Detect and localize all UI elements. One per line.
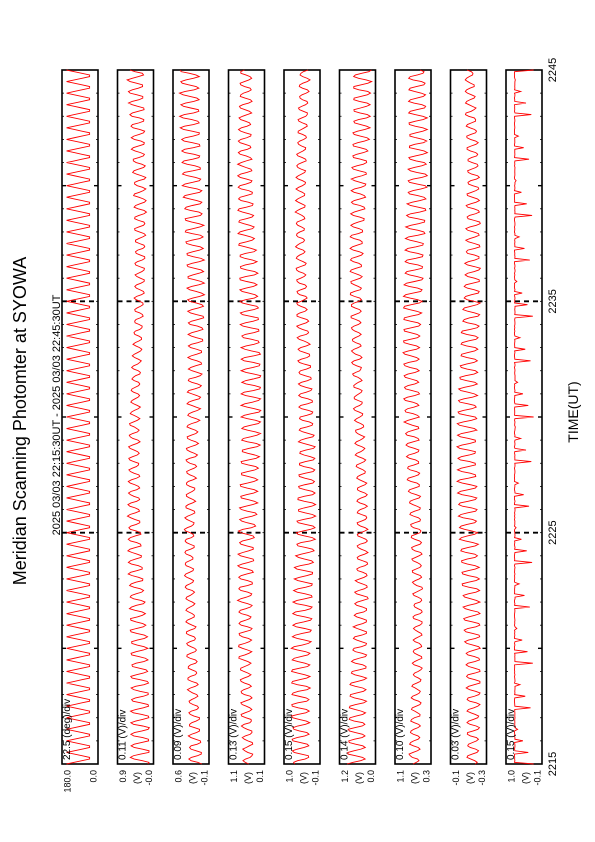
panel-2 bbox=[118, 70, 154, 786]
panel-scale-label: 0.13 (V)/div bbox=[228, 708, 240, 760]
signal-trace bbox=[238, 70, 261, 764]
panel-unit-label: (V) bbox=[131, 772, 142, 784]
panel-unit-label: (V) bbox=[520, 772, 531, 784]
panel-frame bbox=[506, 70, 542, 764]
panel-frame bbox=[340, 70, 376, 764]
panel-frame bbox=[229, 70, 265, 764]
signal-trace bbox=[127, 70, 149, 764]
panel-ymin-label: -0.1 bbox=[199, 770, 210, 786]
panel-7 bbox=[395, 70, 431, 784]
panel-ymin-label: 0.3 bbox=[421, 770, 432, 783]
panel-scale-label: 0.15 (V)/div bbox=[284, 708, 295, 760]
x-tick-label: 2245 bbox=[547, 57, 559, 83]
panel-unit-label: (V) bbox=[298, 772, 309, 784]
panel-unit-label: (V) bbox=[242, 772, 253, 784]
chart-title: Meridian Scanning Photomter at SYOWA bbox=[10, 256, 30, 586]
signal-trace bbox=[457, 70, 480, 764]
panel-ymin-label: 0.0 bbox=[365, 770, 376, 783]
panel-ymin-label: 0.1 bbox=[254, 770, 265, 783]
panel-ymin-label: -0.0 bbox=[143, 770, 154, 786]
panel-ymin-label: 0.0 bbox=[88, 770, 99, 783]
panel-ymax-label: 1.0 bbox=[284, 770, 295, 783]
panel-4 bbox=[229, 70, 265, 784]
x-tick-label: 2215 bbox=[547, 751, 559, 777]
panel-ymax-label: 0.9 bbox=[117, 770, 128, 783]
panel-ymax-label: 0.6 bbox=[173, 770, 184, 783]
panel-ymin-label: -0.3 bbox=[476, 770, 487, 786]
signal-trace bbox=[291, 70, 315, 764]
signal-trace bbox=[403, 70, 427, 764]
panel-ymax-label: 1.1 bbox=[395, 770, 406, 783]
x-tick-label: 2235 bbox=[547, 289, 559, 314]
panel-scale-label: 22.5 (deg)/div bbox=[62, 698, 73, 760]
panel-group bbox=[62, 70, 542, 793]
panel-ymax-label: 1.2 bbox=[339, 770, 350, 783]
panel-scale-label: 0.09 (V)/div bbox=[173, 708, 184, 760]
panel-3 bbox=[173, 70, 209, 786]
panel-ymin-label: -0.1 bbox=[532, 770, 543, 786]
signal-trace bbox=[180, 70, 205, 764]
panel-ymax-label: 180.0 bbox=[62, 770, 73, 793]
signal-trace bbox=[514, 70, 533, 764]
x-tick-label: 2225 bbox=[547, 520, 559, 545]
panel-scale-label: 0.03 (V)/div bbox=[450, 708, 462, 760]
panel-scale-label: 0.11 (V)/div bbox=[117, 709, 129, 760]
panel-ymax-label: -0.1 bbox=[450, 770, 461, 786]
panel-8 bbox=[451, 70, 487, 786]
x-axis-label: TIME(UT) bbox=[565, 381, 581, 443]
panel-ymax-label: 1.0 bbox=[506, 770, 517, 783]
chart-subtitle: 2025 03/03 22:15:30UT - 2025 03/03 22:45:30UT bbox=[51, 294, 63, 536]
panel-scale-label: 0.14 (V)/div bbox=[339, 708, 351, 760]
panel-unit-label: (V) bbox=[409, 772, 420, 784]
panel-ymax-label: 1.1 bbox=[228, 770, 239, 783]
panel-unit-label: (V) bbox=[187, 772, 198, 784]
signal-trace bbox=[347, 70, 372, 764]
panel-1 bbox=[62, 70, 98, 793]
x-tick-labels bbox=[547, 58, 559, 776]
panel-scale-label: 0.10 (V)/div bbox=[395, 708, 406, 760]
signal-trace bbox=[67, 70, 90, 764]
panel-ymin-label: -0.1 bbox=[310, 770, 321, 786]
panel-5 bbox=[284, 70, 320, 786]
panel-unit-label: (V) bbox=[353, 772, 364, 784]
panel-unit-label: (V) bbox=[464, 772, 475, 784]
panel-frame bbox=[451, 70, 487, 764]
panel-6 bbox=[340, 70, 376, 784]
panel-scale-label: 0.15 (V)/div bbox=[506, 708, 517, 760]
panel-9 bbox=[506, 70, 542, 786]
